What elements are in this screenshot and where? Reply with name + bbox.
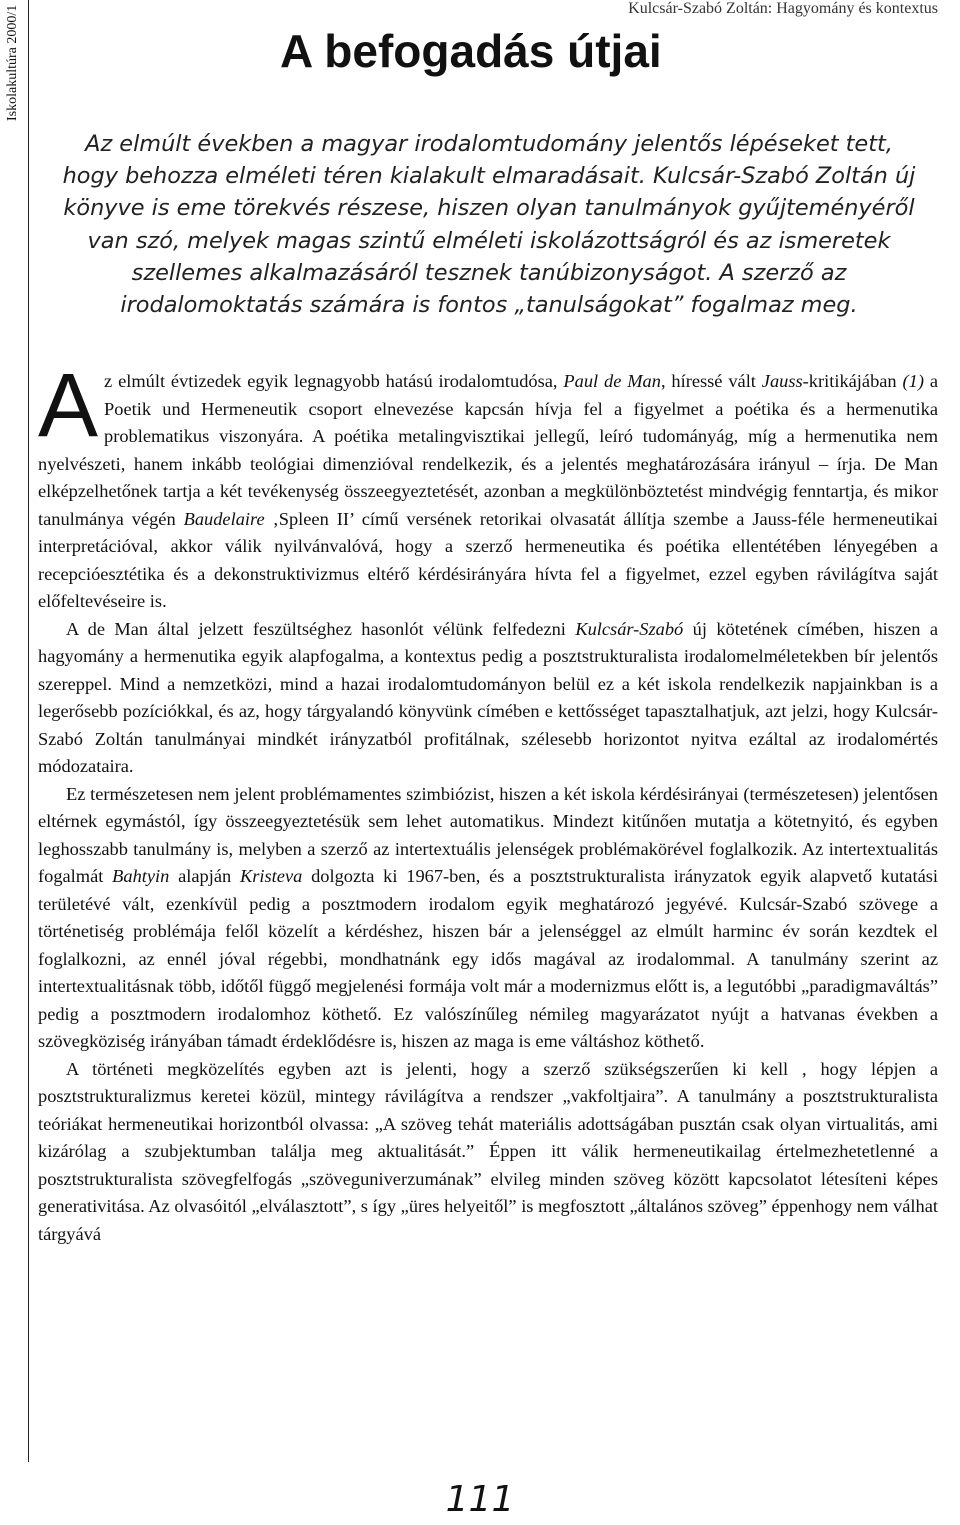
person-name: Jauss <box>761 371 803 391</box>
p1-text-a: z elmúlt évtizedek egyik legnagyobb hatású irodalomtudósa, <box>104 371 564 391</box>
p2-text-a: A de Man által jelzett feszültséghez hasonlót vélünk felfedezni <box>66 618 576 639</box>
article-title: A befogadás útjai <box>280 25 662 77</box>
person-name: Baudelaire <box>183 508 265 529</box>
p3-text-c: dolgozta ki 1967-ben, és a posztstrukturalista irányzatok egyik alapvető kutatási területévé vált, ezenkívül pedig a posztmodern irodalom egyik meghatározó jegyévé. Kulcsár-Szabó szövege a történetiség problémája felől közelít a kérdéshez, hiszen bár a jelenséggel az elmúlt harminc év során kezdtek el foglalkozni, az ennél jóval régebbi, mondhatnánk egy idős magával az irodalommal. A tanulmány szerint az intertextualitásnak több, időtől függő megjelenési formája volt már a modernizmus előtt is, a legutóbbi „paradigmaváltás” pedig a posztmodern irodalomhoz köthető. Ez valószínűleg némileg magyarázatot nyújt a hatvanas években a szövegköziség irányában támadt érdeklődésre is, hiszen az maga is eme váltáshoz köthető. <box>38 866 938 1051</box>
p1-text-d: a Poetik und Hermeneutik csoport elnevezése kapcsán hívja fel a figyelmet a poétika és a hermenutika problematikus viszonyára. A poétika metalingvisztikai jellegű, leíró tudományág, míg a hermenutika nem nyelvészeti, hanem inkább teológiai dimenzióval rendelkezik, és a jelentés meghatározására irányul – írja. De Man elképzelhetőnek tartja a két tevékenység összeegyeztetését, azonban a megkülönböztetést mindvégig fenntartja, és mikor tanulmánya végén <box>38 371 938 529</box>
paragraph-3 <box>38 781 938 1056</box>
page-number: 111 <box>445 1479 515 1520</box>
margin-rule <box>28 0 29 1462</box>
paragraph-1 <box>38 356 938 616</box>
journal-issue-label: Iskolakultúra 2000/1 <box>5 4 20 121</box>
article-body <box>38 356 938 1248</box>
person-name: Paul de Man <box>563 371 661 391</box>
drop-cap: A <box>38 356 99 456</box>
p2-text-b: új kötetének címében, hiszen a hagyomány a hermenutika egyik alapfogalma, a kontextus pedig a posztstrukturalista irodalomelméletekben bír jelentős szereppel. Mind a nemzetközi, mind a hazai irodalomtudományon belül ez a két iskola rendelkezik napjainkban is a legerősebb pozíciókkal, és az, hogy tárgyalandó könyvünk címében e kettősséget tapasztalhatjuk, azt jelzi, hogy Kulcsár-Szabó Zoltán tanulmányai mindkét irányzatból profitálnak, szélesebb horizontot nyitva ezáltal az irodalomértés módozataira. <box>38 618 938 776</box>
p1-text-c: -kritikájában <box>802 371 903 391</box>
person-name: Bahtyin <box>112 866 170 886</box>
person-name: Kulcsár-Szabó <box>575 618 684 639</box>
person-name: Kristeva <box>239 866 303 886</box>
paragraph-4: A történeti megközelítés egyben azt is jelenti, hogy a szerző szükségszerűen ki kell , hogy lépjen a posztstrukturalizmus keretei közül, mintegy rávilágítva a rendszer „vakfoltjaira”. A tanulmány a posztstrukturalista teóriákat hermeneutikai horizontból olvassa: „A szöveg tehát materiális adottságában pusztán csak olyan virtualitás, ami kizárólag a szubjektumban találja meg aktualitását.” Éppen itt válik hermeneutikailag értelmezhetetlenné a posztstrukturalista szövegfelfogás „szöveguniverzumának” elvileg minden szöveg között kapcsolatot létesíteni képes generativitása. Az olvasóitól „elválasztott”, s így „üres helyeitől” is megfosztott „általános szöveg” éppenhogy nem válhat tárgyává <box>38 1058 938 1244</box>
p1-text-e: ‚Spleen II’ című versének retorikai olvasatát állítja szembe a Jauss-féle hermeneutikai interpretációval, akkor válik nyilvánvalóvá, hogy a szerző hermeneutika és poétika ellentétében lényegében a recepcióesztétika és a dekonstruktivizmus eltérő kérdésirányára hívta fel a figyelmet, ezzel egyben rávilágítva saját előfeltevéseire is. <box>38 508 938 611</box>
footnote-ref: (1) <box>902 371 924 391</box>
p1-text-b: , híressé vált <box>660 371 762 391</box>
p3-text-a: Ez természetesen nem jelent problémamentes szimbiózist, hiszen a két iskola kérdésirányai (természetesen) jelentősen eltérnek egymástól, így összeegyeztetésük sem lehet automatikus. Mindezt kitűnően mutatja a kötetnyitó, és egyben leghosszabb tanulmány is, melyben a szerző az intertextuális jelenségek problémakörével foglalkozik. Az intertextualitás fogalmát <box>38 783 938 886</box>
running-head: Kulcsár-Szabó Zoltán: Hagyomány és kontextus <box>628 0 938 17</box>
paragraph-2 <box>38 616 938 781</box>
article-lead: Az elmúlt években a magyar irodalomtudomány jelentős lépéseket tett, hogy behozza elméleti téren kialakult elmaradásait. Kulcsár-Szabó Zoltán új könyve is eme törekvés részese, hiszen olyan tanulmányok gyűjteményéről van szó, melyek magas szintű elméleti iskolázottságról és az ismeretek szellemes alkalmazásáról tesznek tanúbizonyságot. A szerző az irodalomoktatás számára is fontos „tanulságokat” fogalmaz meg. <box>62 131 916 319</box>
p3-text-b: alapján <box>169 866 240 886</box>
